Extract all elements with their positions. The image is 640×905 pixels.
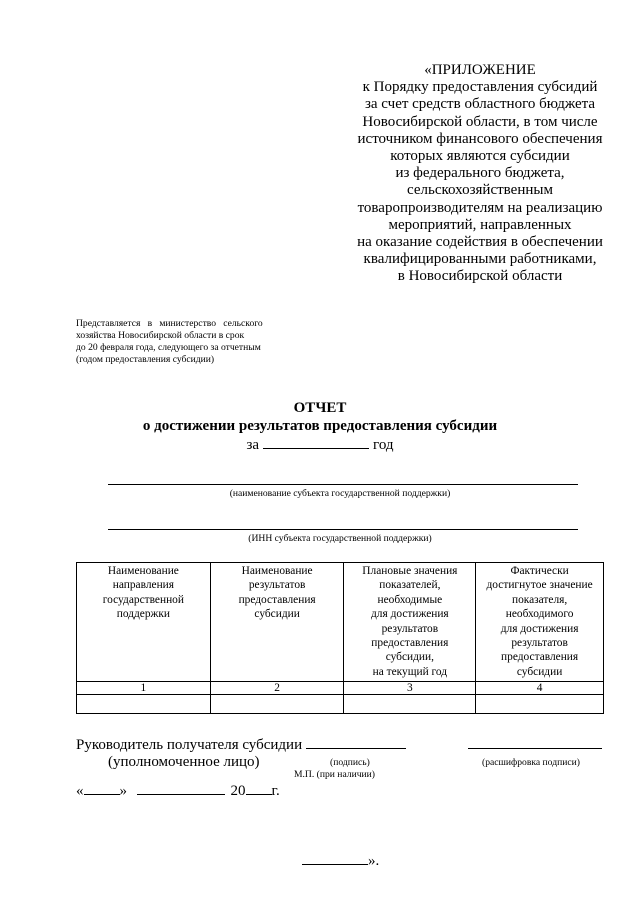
closing-blank [302, 852, 368, 865]
table-row [77, 695, 604, 714]
appendix-line: источником финансового обеспечения [357, 130, 603, 147]
appendix-line: товаропроизводителям на реализацию [357, 199, 603, 216]
appendix-line: сельскохозяйственным [407, 182, 553, 199]
year-blank-field[interactable] [263, 436, 369, 449]
table-cell-input[interactable] [344, 695, 476, 714]
subject-caption: (наименование субъекта государственной поддержки) [229, 488, 451, 499]
day-field[interactable] [84, 782, 120, 795]
note-line: хозяйства Новосибирской области в срок [76, 330, 245, 341]
report-table [76, 562, 604, 714]
appendix-line: на оказание содействия в обеспечении [357, 234, 603, 251]
column-number: 4 [476, 682, 604, 695]
appendix-line: Новосибирской области, в том числе [362, 113, 598, 130]
appendix-line: в Новосибирской области [397, 268, 563, 285]
signature-field[interactable] [306, 748, 406, 749]
date-open-quote: « [76, 783, 84, 799]
authorized-label: (уполномоченное лицо) [108, 754, 260, 770]
report-year-line [0, 436, 640, 454]
table-cell-input[interactable] [476, 695, 604, 714]
appendix-line: к Порядку предоставления субсидий [362, 79, 598, 96]
year-suffix: г. [271, 783, 280, 799]
subject-name-field[interactable] [108, 484, 578, 485]
for-label: за [246, 437, 260, 453]
year-prefix: 20 [230, 783, 246, 799]
appendix-line: которых являются субсидии [390, 148, 570, 165]
report-heading: ОТЧЕТ [293, 400, 347, 416]
table-cell-input[interactable] [210, 695, 344, 714]
table-header-row [77, 563, 604, 682]
column-number: 3 [344, 682, 476, 695]
year-label: год [373, 437, 394, 453]
signature-decode-field[interactable] [468, 748, 602, 749]
appendix-line: квалифицированными работниками, [363, 251, 597, 268]
date-line [76, 782, 280, 800]
appendix-line: из федерального бюджета, [395, 165, 565, 182]
header-cell-actual: Фактически достигнутое значение показателя, необходимого для достижения результатов предоставления субсидии [476, 563, 604, 682]
submission-note [76, 318, 296, 366]
date-close-quote: » [119, 783, 127, 799]
stamp-caption: М.П. (при наличии) [294, 769, 375, 780]
column-number: 2 [210, 682, 344, 695]
column-number: 1 [77, 682, 211, 695]
header-cell-direction: Наименование направления государственной поддержки [77, 563, 211, 682]
appendix-line: за счет средств областного бюджета [364, 96, 596, 113]
column-number-row [77, 682, 604, 695]
note-line: до 20 февраля года, следующего за отчетным [76, 342, 261, 353]
note-line: (годом предоставления субсидии) [76, 354, 215, 365]
closing-mark: ». [368, 853, 380, 869]
inn-caption: (ИНН субъекта государственной поддержки) [248, 533, 432, 544]
head-label: Руководитель получателя субсидии [76, 737, 303, 753]
decode-caption: (расшифровка подписи) [482, 757, 580, 768]
header-cell-planned: Плановые значения показателей, необходимые для достижения результатов предоставления субсидии, на текущий год [344, 563, 476, 682]
sign-caption: (подпись) [330, 757, 370, 768]
appendix-line: «ПРИЛОЖЕНИЕ [424, 62, 536, 78]
table-cell-input[interactable] [77, 695, 211, 714]
note-line: Представляется в министерство сельского [76, 318, 263, 329]
header-cell-results: Наименование результатов предоставления субсидии [210, 563, 344, 682]
report-subheading: о достижении результатов предоставления субсидии [142, 418, 498, 434]
inn-field[interactable] [108, 529, 578, 530]
year-field[interactable] [246, 782, 272, 795]
appendix-block [330, 62, 630, 286]
appendix-line: мероприятий, направленных [388, 216, 572, 233]
closing-line [302, 852, 379, 870]
month-field[interactable] [137, 782, 225, 795]
